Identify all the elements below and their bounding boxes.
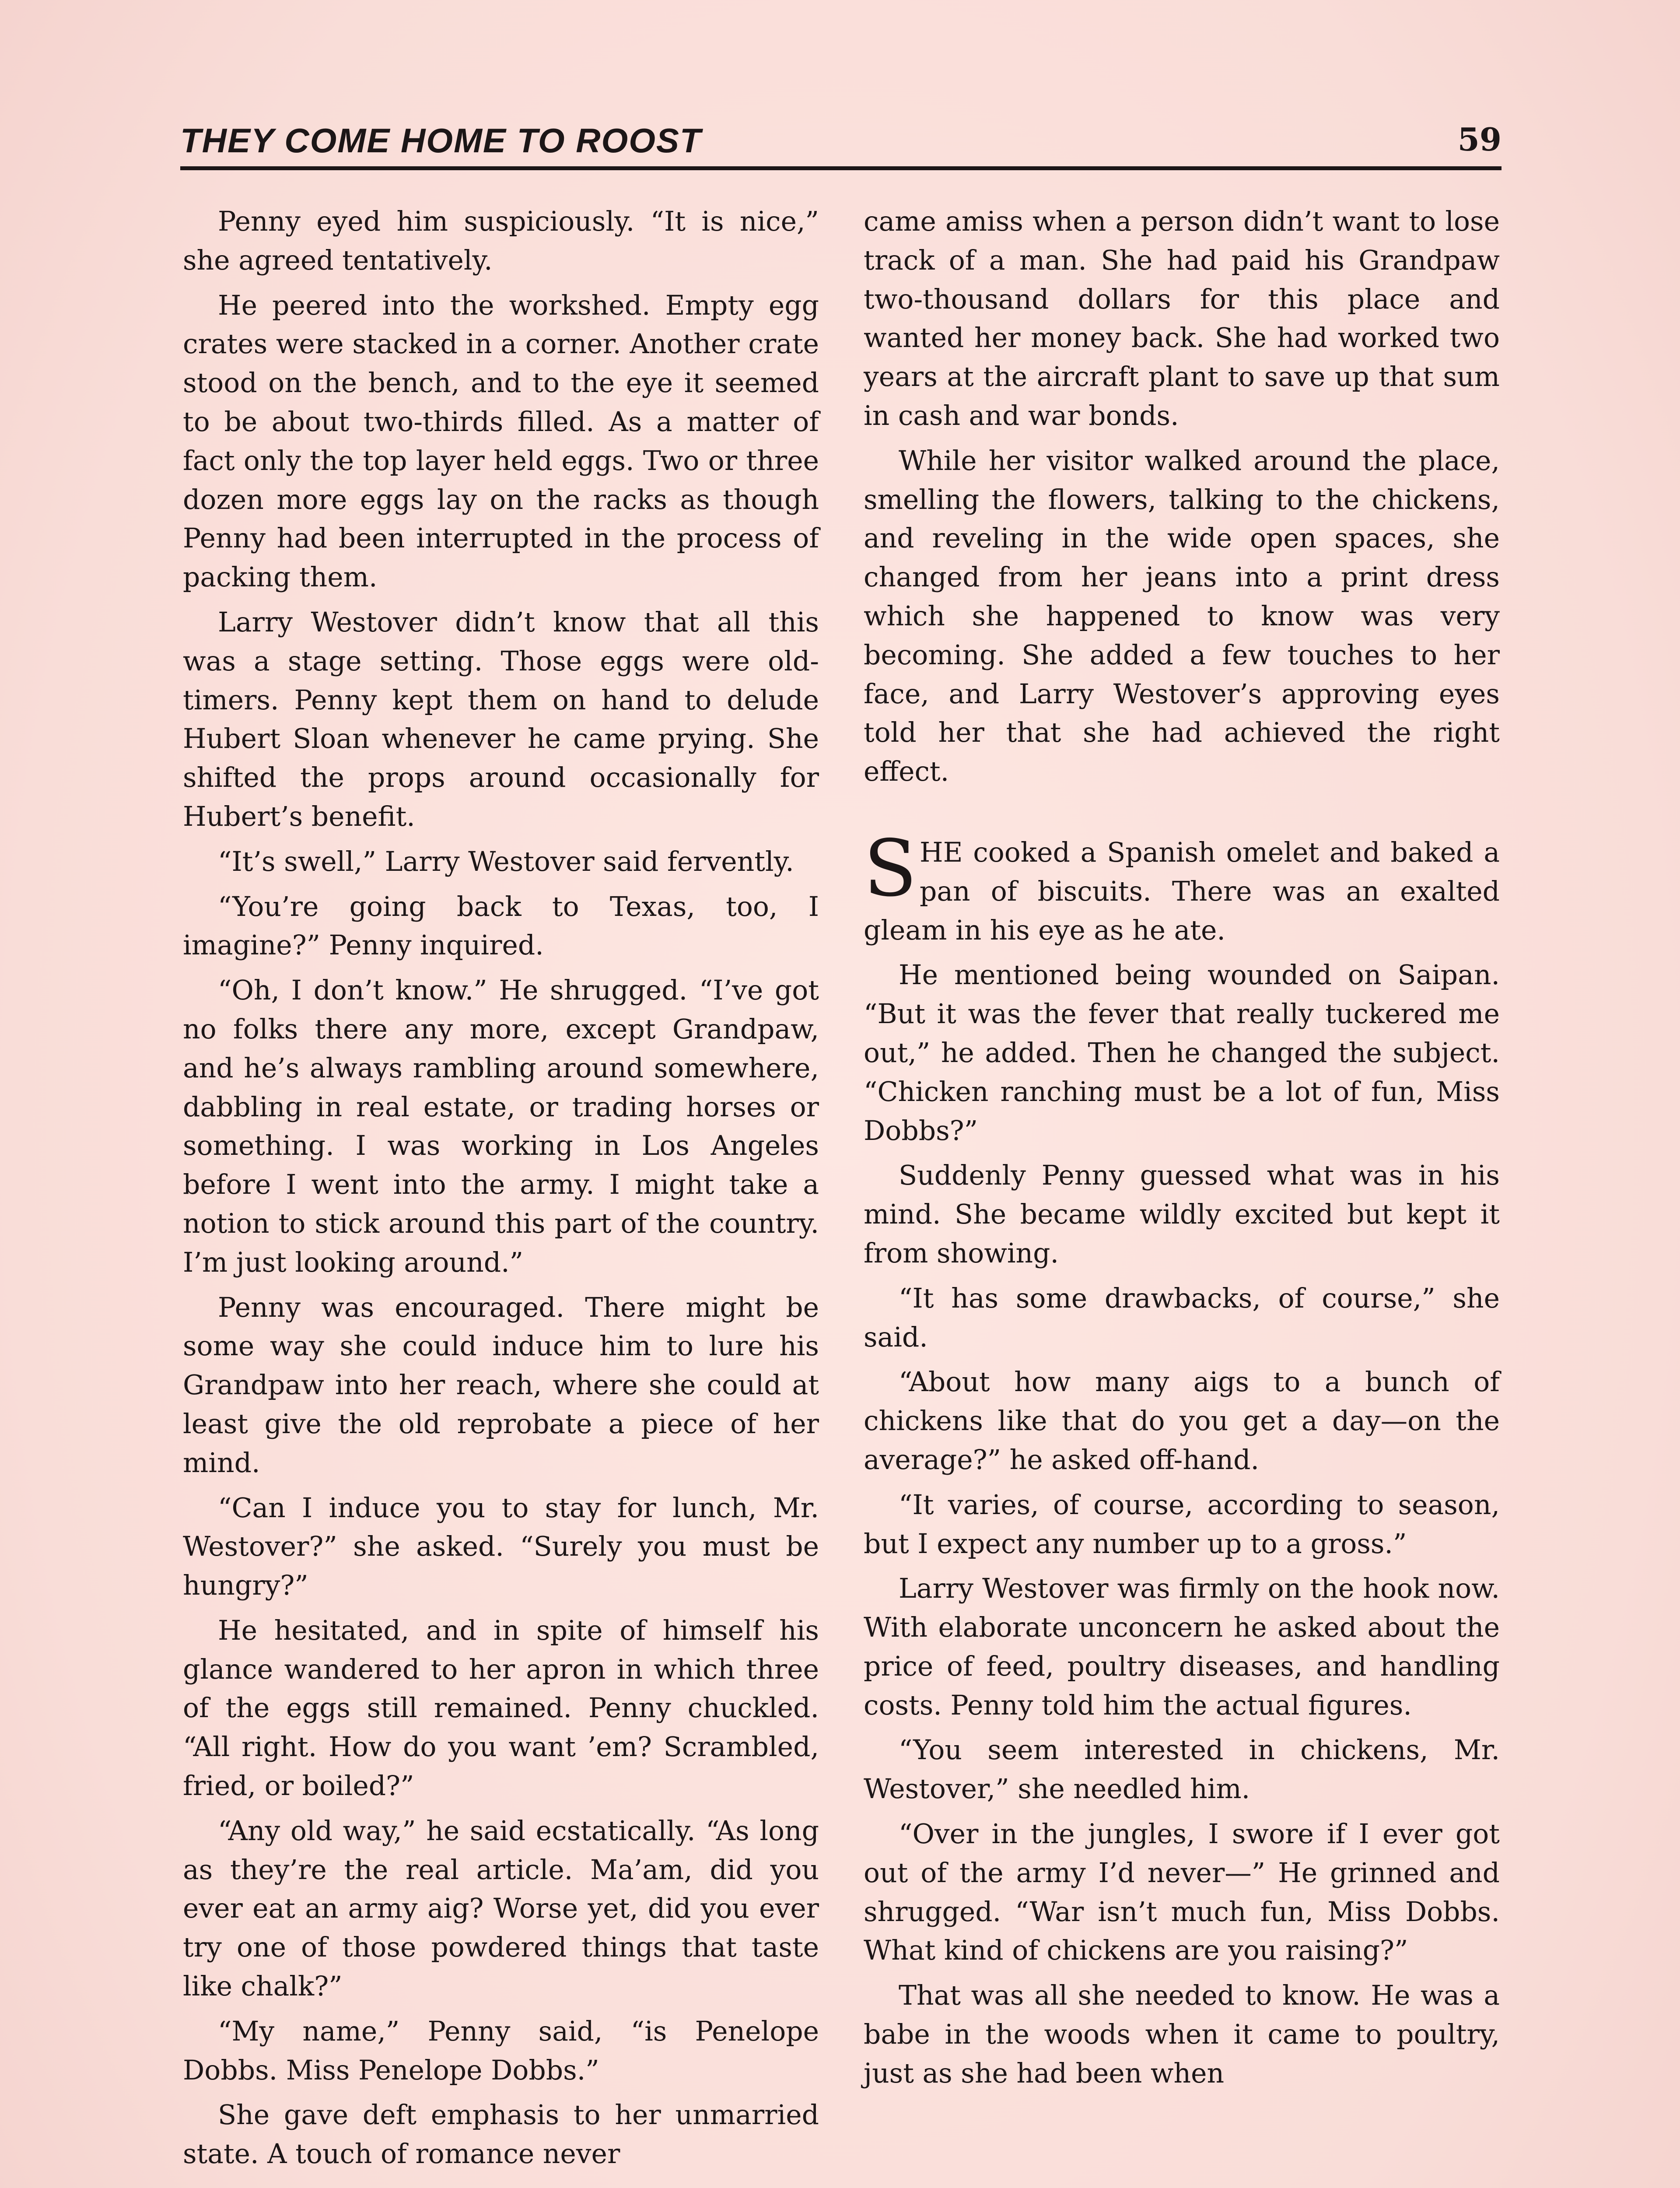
drop-cap: S — [864, 823, 917, 914]
paragraph: “About how many aigs to a bunch of chickens like that do you get a day—on the average?” he asked off-hand. — [864, 1366, 1500, 1476]
paragraph: Suddenly Penny guessed what was in his mind. She became wildly excited but kept it from showing. — [864, 1160, 1500, 1269]
paragraph: She gave deft emphasis to her unmarried state. A touch of romance never — [183, 2099, 819, 2170]
running-title: THEY COME HOME TO ROOST — [180, 121, 702, 160]
paragraph: He hesitated, and in spite of himself his glance wandered to her apron in which three of the eggs still remained. Penny chuckled. “All right. How do you want ’em? Scrambled, fried, or boiled?” — [183, 1614, 819, 1802]
paragraph: “You’re going back to Texas, too, I imagine?” Penny inquired. — [183, 891, 819, 961]
paragraph: “Can I induce you to stay for lunch, Mr. Westover?” she asked. “Surely you must be hungry?” — [183, 1492, 819, 1602]
page-number: 59 — [1457, 121, 1502, 158]
paragraph-continuation: came amiss when a person didn’t want to lose track of a man. She had paid his Grandpaw two-thousand dollars for this place and wanted her money back. She had worked two years at the aircraft plant to save up that sum in cash and war bonds. — [864, 206, 1500, 431]
running-header — [180, 118, 1502, 170]
paragraph: Penny eyed him suspiciously. “It is nice,” she agreed tentatively. — [183, 206, 819, 276]
paragraph: While her visitor walked around the place, smelling the flowers, talking to the chickens, and reveling in the wide open spaces, she changed from her jeans into a print dress which she happened to know was very becoming. She added a few touches to her face, and Larry Westover’s approving eyes told her that she had achieved the right effect. — [864, 445, 1500, 788]
paragraph: He peered into the workshed. Empty egg crates were stacked in a corner. Another crate stood on the bench, and to the eye it seemed to be about two-thirds filled. As a matter of fact only the top layer held eggs. Two or three dozen more eggs lay on the racks as though Penny had been interrupted in the process of packing them. — [183, 289, 819, 593]
paragraph: Larry Westover was firmly on the hook now. With elaborate unconcern he asked about the price of feed, poultry diseases, and handling costs. Penny told him the actual figures. — [864, 1573, 1500, 1721]
paragraph: “Oh, I don’t know.” He shrugged. “I’ve got no folks there any more, except Grandpaw, and he’s always rambling around somewhere, dabbling in real estate, or trading horses or something. I was working in Los Angeles before I went into the army. I might take a notion to stick around this part of the country. I’m just looking around.” — [183, 975, 819, 1278]
paragraph: “It varies, of course, according to season, but I expect any number up to a gross.” — [864, 1489, 1500, 1560]
right-column — [864, 202, 1500, 2099]
paragraph: That was all she needed to know. He was a babe in the woods when it came to poultry, just as she had been when — [864, 1980, 1500, 2089]
paragraph: “Over in the jungles, I swore if I ever got out of the army I’d never—” He grinned and shrugged. “War isn’t much fun, Miss Dobbs. What kind of chickens are you raising?” — [864, 1818, 1500, 1967]
paragraph: “Any old way,” he said ecstatically. “As long as they’re the real article. Ma’am, did you ever eat an army aig? Worse yet, did you ever try one of those powdered things that taste like chalk?” — [183, 1815, 819, 2002]
paragraph: “My name,” Penny said, “is Penelope Dobbs. Miss Penelope Dobbs.” — [183, 2015, 819, 2086]
paragraph: “It has some drawbacks, of course,” she said. — [864, 1282, 1500, 1353]
paragraph: He mentioned being wounded on Saipan. “But it was the fever that really tuckered me out,” he added. Then he changed the subject. “Chicken ranching must be a lot of fun, Miss Dobbs?” — [864, 959, 1500, 1147]
paragraph: Penny was encouraged. There might be some way she could induce him to lure his Grandpaw into her reach, where she could at least give the old reprobate a piece of her mind. — [183, 1291, 819, 1479]
left-column — [183, 202, 819, 2180]
paragraph: “It’s swell,” Larry Westover said fervently. — [218, 845, 794, 877]
section-first-text: HE cooked a Spanish omelet and baked a pan of biscuits. There was an exalted gleam in his eye as he ate. — [864, 836, 1500, 946]
paragraph: “You seem interested in chickens, Mr. Westover,” she needled him. — [864, 1734, 1500, 1805]
paragraph: Larry Westover didn’t know that all this was a stage setting. Those eggs were old-timers. Penny kept them on hand to delude Hubert Sloan whenever he came prying. She shifted the props around occasionally for Hubert’s benefit. — [183, 606, 819, 832]
section-opening-paragraph — [864, 823, 1500, 950]
